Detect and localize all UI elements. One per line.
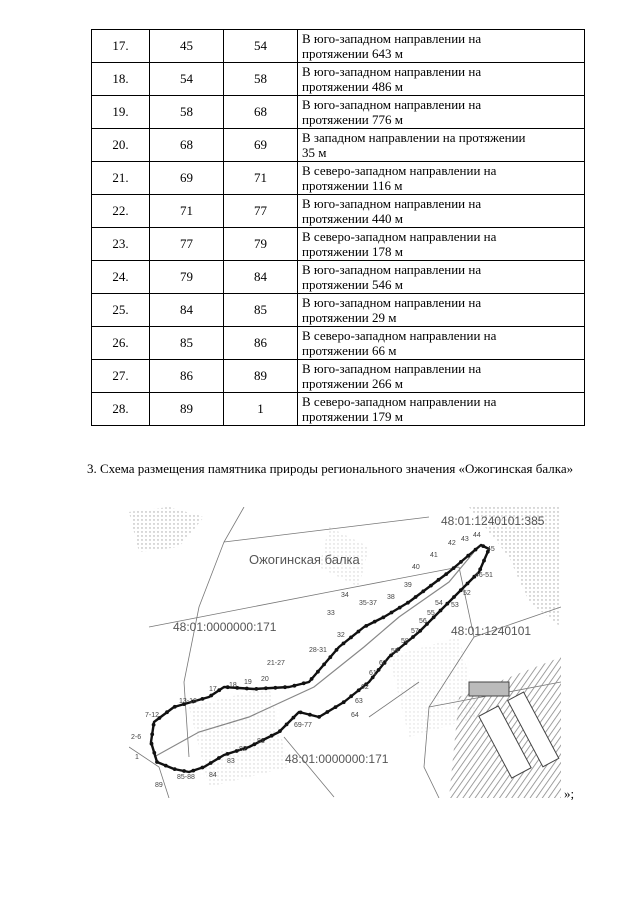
boundary-vertex	[285, 723, 289, 727]
distance-line: протяжении 486 м	[302, 79, 403, 94]
table-row	[92, 294, 585, 327]
point-label: 82	[239, 746, 247, 753]
boundary-vertex	[292, 716, 296, 720]
boundary-vertex	[444, 572, 448, 576]
boundary-vertex	[445, 602, 449, 606]
boundary-vertex	[209, 761, 213, 765]
boundary-vertex	[316, 670, 320, 674]
boundary-vertex	[317, 715, 321, 719]
point-to: 85	[224, 294, 298, 327]
point-from: 54	[150, 63, 224, 96]
boundary-vertex	[439, 609, 443, 613]
site-map-svg	[129, 507, 561, 798]
point-label: 60	[379, 660, 387, 667]
point-label: 57	[411, 628, 419, 635]
point-label: 44	[473, 532, 481, 539]
point-label: 34	[341, 592, 349, 599]
row-number: 26.	[92, 327, 150, 360]
boundary-vertex	[459, 560, 463, 564]
point-label: 85-88	[177, 774, 195, 781]
point-label: 61	[369, 670, 377, 677]
boundary-vertex	[255, 687, 259, 691]
boundary-vertex	[245, 687, 249, 691]
direction-description	[298, 162, 585, 195]
point-label: 63	[355, 698, 363, 705]
boundary-vertex	[201, 766, 205, 770]
direction-description	[298, 228, 585, 261]
boundary-vertex	[474, 548, 478, 552]
direction-description	[298, 294, 585, 327]
parcel-label-top-right: 48:01:1240101:385	[441, 514, 545, 528]
point-from: 84	[150, 294, 224, 327]
table-row	[92, 129, 585, 162]
boundary-vertex	[310, 677, 314, 681]
boundary-vertex	[152, 723, 156, 727]
boundary-vertex	[364, 624, 368, 628]
boundary-vertex	[293, 684, 297, 688]
point-label: 45	[487, 546, 495, 553]
table-row	[92, 327, 585, 360]
point-to: 86	[224, 327, 298, 360]
boundary-vertex	[349, 694, 353, 698]
boundary-vertex	[201, 697, 205, 701]
direction-line: В юго-западном направлении на	[302, 196, 482, 211]
point-label: 41	[430, 552, 438, 559]
distance-line: протяжении 546 м	[302, 277, 403, 292]
point-label: 18	[229, 682, 237, 689]
point-to: 84	[224, 261, 298, 294]
boundary-vertex	[334, 705, 338, 709]
distance-line: протяжении 776 м	[302, 112, 403, 127]
point-from: 77	[150, 228, 224, 261]
point-from: 69	[150, 162, 224, 195]
point-label: 2-6	[131, 734, 142, 741]
point-label: 55	[427, 610, 435, 617]
direction-line: В юго-западном направлении на	[302, 262, 482, 277]
boundary-vertex	[217, 756, 221, 760]
boundary-vertex	[322, 663, 326, 667]
boundary-vertex	[155, 760, 159, 764]
boundary-vertex	[481, 544, 485, 548]
direction-description	[298, 96, 585, 129]
point-label: 39	[404, 582, 412, 589]
boundary-vertex	[406, 601, 410, 605]
boundary-vertex	[150, 732, 154, 736]
boundary-vertex	[357, 630, 361, 634]
boundary-vertex	[429, 584, 433, 588]
point-label: 64	[351, 712, 359, 719]
boundary-table	[91, 29, 585, 426]
map-title: Ожогинская балка	[249, 552, 360, 567]
boundary-vertex	[377, 668, 381, 672]
point-label: 7-12	[145, 712, 160, 719]
boundary-vertex	[478, 567, 482, 571]
table-row	[92, 360, 585, 393]
boundary-vertex	[191, 769, 195, 773]
boundary-vertex	[235, 749, 239, 753]
row-number: 28.	[92, 393, 150, 426]
point-label: 59	[391, 648, 399, 655]
table-row	[92, 96, 585, 129]
point-label: 69-77	[294, 722, 312, 729]
boundary-vertex	[328, 655, 332, 659]
point-label: 84	[209, 772, 217, 779]
parcel-label-left: 48:01:0000000:171	[173, 620, 277, 634]
direction-description	[298, 393, 585, 426]
boundary-vertex	[414, 595, 418, 599]
direction-line: В юго-западном направлении на	[302, 97, 482, 112]
boundary-vertex	[152, 751, 156, 755]
point-label: 62	[361, 684, 369, 691]
table-row	[92, 261, 585, 294]
parcel-label-bottom: 48:01:0000000:171	[285, 752, 389, 766]
direction-description	[298, 327, 585, 360]
boundary-vertex	[299, 711, 303, 715]
point-to: 77	[224, 195, 298, 228]
boundary-vertex	[398, 606, 402, 610]
boundary-vertex	[466, 582, 470, 586]
boundary-vertex	[302, 681, 306, 685]
table-row	[92, 195, 585, 228]
direction-description	[298, 63, 585, 96]
parcel-label-right: 48:01:1240101	[451, 624, 532, 638]
point-to: 54	[224, 30, 298, 63]
distance-line: протяжении 178 м	[302, 244, 403, 259]
point-label: 40	[412, 564, 420, 571]
direction-line: В юго-западном направлении на	[302, 295, 482, 310]
table-row	[92, 63, 585, 96]
distance-line: протяжении 179 м	[302, 409, 403, 424]
boundary-vertex	[308, 713, 312, 717]
boundary-table-body	[92, 30, 585, 426]
row-number: 21.	[92, 162, 150, 195]
point-label: 89	[155, 782, 163, 789]
row-number: 25.	[92, 294, 150, 327]
point-label: 20	[261, 676, 269, 683]
row-number: 27.	[92, 360, 150, 393]
direction-line: В юго-западном направлении на	[302, 64, 482, 79]
point-from: 85	[150, 327, 224, 360]
point-label: 83	[227, 758, 235, 765]
distance-line: протяжении 66 м	[302, 343, 397, 358]
boundary-vertex	[335, 648, 339, 652]
direction-line: В северо-западном направлении на	[302, 229, 497, 244]
boundary-vertex	[325, 710, 329, 714]
boundary-vertex	[150, 742, 154, 746]
point-label: 52	[463, 590, 471, 597]
point-label: 56	[419, 618, 427, 625]
closing-quote: »;	[564, 786, 575, 801]
boundary-vertex	[165, 710, 169, 714]
point-label: 58	[401, 638, 409, 645]
boundary-vertex	[390, 611, 394, 615]
point-from: 58	[150, 96, 224, 129]
row-number: 19.	[92, 96, 150, 129]
boundary-vertex	[437, 578, 441, 582]
point-label: 46-51	[475, 572, 493, 579]
direction-line: В юго-западном направлении на	[302, 361, 482, 376]
point-label: 54	[435, 600, 443, 607]
point-to: 79	[224, 228, 298, 261]
point-label: 33	[327, 610, 335, 617]
row-number: 18.	[92, 63, 150, 96]
boundary-vertex	[452, 566, 456, 570]
boundary-vertex	[283, 685, 287, 689]
row-number: 20.	[92, 129, 150, 162]
boundary-vertex	[482, 559, 486, 563]
distance-line: протяжении 643 м	[302, 46, 403, 61]
boundary-vertex	[278, 729, 282, 733]
boundary-vertex	[173, 767, 177, 771]
section-heading: 3. Схема размещения памятника природы регионального значения «Ожогинская балка»	[87, 461, 574, 476]
point-to: 71	[224, 162, 298, 195]
point-to: 69	[224, 129, 298, 162]
point-label: 32	[337, 632, 345, 639]
boundary-vertex	[418, 629, 422, 633]
direction-description	[298, 360, 585, 393]
site-map	[129, 507, 561, 798]
point-from: 89	[150, 393, 224, 426]
point-label: 81	[257, 738, 265, 745]
point-label: 53	[451, 602, 459, 609]
boundary-vertex	[217, 688, 221, 692]
boundary-vertex	[452, 595, 456, 599]
boundary-vertex	[373, 620, 377, 624]
boundary-vertex	[274, 686, 278, 690]
point-label: 1	[135, 754, 139, 761]
distance-line: протяжении 29 м	[302, 310, 397, 325]
point-label: 38	[387, 594, 395, 601]
boundary-vertex	[164, 764, 168, 768]
boundary-vertex	[182, 769, 186, 773]
row-number: 24.	[92, 261, 150, 294]
row-number: 22.	[92, 195, 150, 228]
row-number: 23.	[92, 228, 150, 261]
point-from: 45	[150, 30, 224, 63]
boundary-vertex	[421, 589, 425, 593]
direction-description	[298, 195, 585, 228]
boundary-vertex	[349, 636, 353, 640]
point-from: 79	[150, 261, 224, 294]
point-from: 68	[150, 129, 224, 162]
point-from: 86	[150, 360, 224, 393]
point-to: 89	[224, 360, 298, 393]
point-from: 71	[150, 195, 224, 228]
distance-line: протяжении 440 м	[302, 211, 403, 226]
point-label: 35-37	[359, 600, 377, 607]
distance-line: 35 м	[302, 145, 327, 160]
point-label: 42	[448, 540, 456, 547]
direction-line: В северо-западном направлении на	[302, 328, 497, 343]
point-label: 21-27	[267, 660, 285, 667]
table-row	[92, 162, 585, 195]
boundary-vertex	[342, 642, 346, 646]
boundary-vertex	[226, 752, 230, 756]
direction-line: В северо-западном направлении на	[302, 163, 497, 178]
boundary-vertex	[342, 700, 346, 704]
point-label: 17	[209, 686, 217, 693]
distance-line: протяжении 266 м	[302, 376, 403, 391]
boundary-vertex	[209, 694, 213, 698]
boundary-vertex	[381, 616, 385, 620]
point-to: 68	[224, 96, 298, 129]
boundary-vertex	[264, 686, 268, 690]
table-row	[92, 228, 585, 261]
point-to: 1	[224, 393, 298, 426]
boundary-vertex	[270, 734, 274, 738]
table-row	[92, 30, 585, 63]
row-number: 17.	[92, 30, 150, 63]
table-row	[92, 393, 585, 426]
direction-description	[298, 261, 585, 294]
direction-description	[298, 129, 585, 162]
direction-line: В западном направлении на протяжении	[302, 130, 526, 145]
point-to: 58	[224, 63, 298, 96]
boundary-vertex	[253, 742, 257, 746]
point-label: 19	[244, 679, 252, 686]
boundary-vertex	[466, 554, 470, 558]
direction-description	[298, 30, 585, 63]
boundary-vertex	[411, 635, 415, 639]
point-label: 13-16	[179, 698, 197, 705]
distance-line: протяжении 116 м	[302, 178, 403, 193]
direction-line: В северо-западном направлении на	[302, 394, 497, 409]
point-label: 28-31	[309, 647, 327, 654]
direction-line: В юго-западном направлении на	[302, 31, 482, 46]
point-label: 43	[461, 536, 469, 543]
boundary-vertex	[173, 705, 177, 709]
